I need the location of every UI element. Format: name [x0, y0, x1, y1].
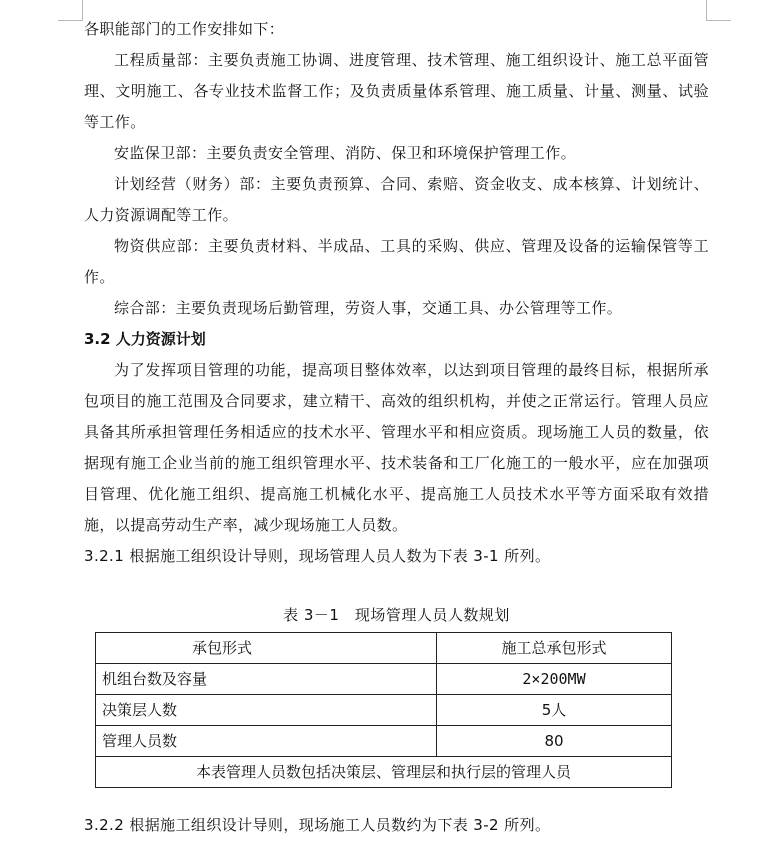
- table-caption: 表 3－1 现场管理人员人数规划: [283, 606, 510, 624]
- table-cell: 管理人员数: [96, 726, 437, 757]
- table-row: [96, 664, 672, 695]
- subsection-2-text: 3.2.2 根据施工组织设计导则，现场施工人员数约为下表 3-2 所列。: [84, 816, 551, 834]
- table-footer-cell: 本表管理人员数包括决策层、管理层和执行层的管理人员: [96, 757, 672, 788]
- paragraph-general-dept: 综合部：主要负责现场后勤管理，劳资人事，交通工具、办公管理等工作。: [114, 299, 623, 317]
- staffing-table: [95, 632, 672, 788]
- paragraph-supply-dept: 物资供应部：主要负责材料、半成品、工具的采购、供应、管理及设备的运输保管等工作。: [84, 237, 709, 286]
- section-heading: 3.2 人力资源计划: [84, 330, 206, 348]
- table-cell: 决策层人数: [96, 695, 437, 726]
- document-page: [84, 14, 709, 841]
- table-cell: 80: [437, 726, 672, 757]
- paragraph-intro: 各职能部门的工作安排如下：: [84, 20, 285, 38]
- section-body: 为了发挥项目管理的功能，提高项目整体效率，以达到项目管理的最终目标，根据所承包项目的施工范围及合同要求，建立精干、高效的组织机构，并使之正常运行。管理人员应具备其所承担管理任务相适应的技术水平、管理水平和相应资质。现场施工人员的数量，依据现有施工企业当前的施工组织管理水平、技术装备和工厂化施工的一般水平，应在加强项目管理、优化施工组织、提高施工机械化水平、提高施工人员技术水平等方面采取有效措施，以提高劳动生产率，减少现场施工人员数。: [84, 361, 709, 534]
- paragraph-safety-dept: 安监保卫部：主要负责安全管理、消防、保卫和环境保护管理工作。: [114, 144, 577, 162]
- paragraph-planning-dept: 计划经营（财务）部：主要负责预算、合同、索赔、资金收支、成本核算、计划统计、人力资源调配等工作。: [84, 175, 709, 224]
- table-cell: 2×200MW: [437, 664, 672, 695]
- page-corner-mark-left: [58, 0, 83, 21]
- table-row: [96, 695, 672, 726]
- table-header-cell: 承包形式: [96, 633, 437, 664]
- paragraph-quality-dept: 工程质量部：主要负责施工协调、进度管理、技术管理、施工组织设计、施工总平面管理、文明施工、各专业技术监督工作；及负责质量体系管理、施工质量、计量、测量、试验等工作。: [84, 51, 709, 131]
- table-cell: 5人: [437, 695, 672, 726]
- table-header-row: [96, 633, 672, 664]
- table-row: [96, 726, 672, 757]
- table-header-cell: 施工总承包形式: [437, 633, 672, 664]
- table-footer-row: [96, 757, 672, 788]
- table-cell: 机组台数及容量: [96, 664, 437, 695]
- subsection-1-text: 3.2.1 根据施工组织设计导则，现场管理人员人数为下表 3-1 所列。: [84, 547, 551, 565]
- page-corner-mark-right: [706, 0, 731, 21]
